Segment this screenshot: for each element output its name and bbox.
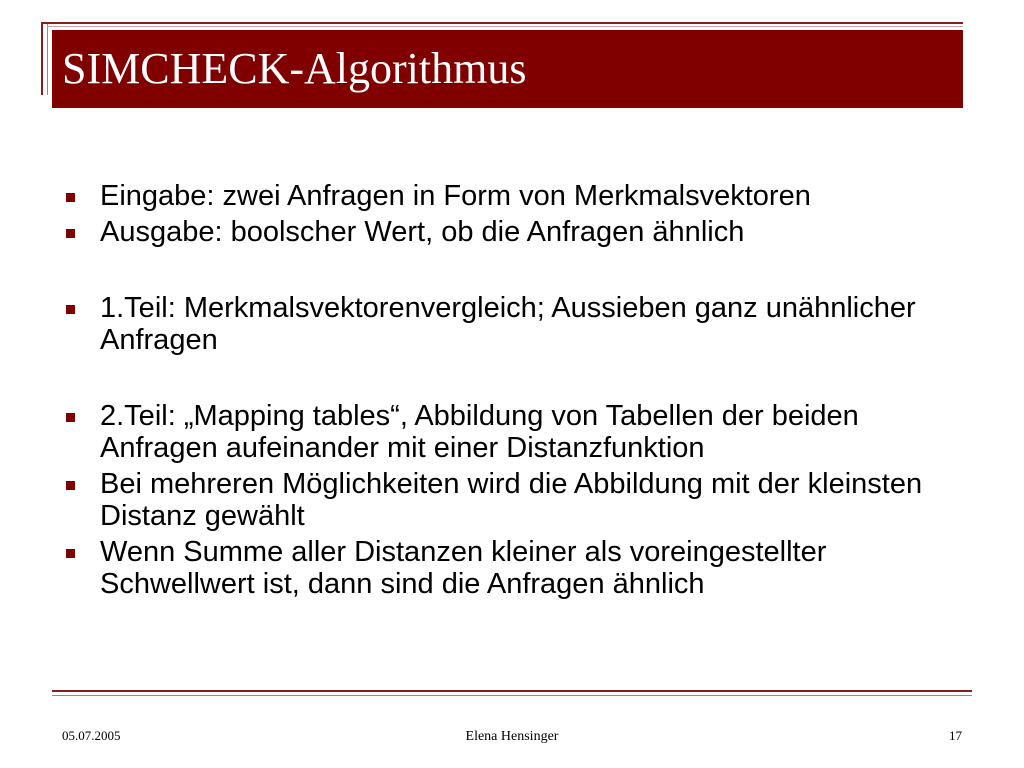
bullet-list bbox=[62, 180, 962, 600]
bullet-square-icon bbox=[66, 305, 75, 314]
footer-date: 05.07.2005 bbox=[62, 728, 121, 743]
footer-page-number: 17 bbox=[949, 728, 962, 743]
frame-line-vertical-inner bbox=[47, 22, 48, 95]
bullet-square-icon bbox=[66, 549, 75, 558]
frame-line-vertical bbox=[41, 22, 43, 95]
bullet-text: Eingabe: zwei Anfragen in Form von Merkmalsvektoren bbox=[100, 180, 811, 212]
bullet-text: 2.Teil: „Mapping tables“, Abbildung von Tabellen der beiden Anfragen aufeinander mit einer Distanzfunktion bbox=[100, 400, 859, 464]
frame-line-horizontal-inner bbox=[47, 26, 963, 27]
bullet-item bbox=[62, 400, 962, 464]
bullet-text: Bei mehreren Möglichkeiten wird die Abbildung mit der kleinsten Distanz gewählt bbox=[100, 468, 923, 532]
bullet-text: 1.Teil: Merkmalsvektorenvergleich; Aussieben ganz unähnlicher Anfragen bbox=[100, 292, 916, 356]
slide-title: SIMCHECK-Algorithmus bbox=[62, 44, 527, 93]
bullet-item bbox=[62, 216, 962, 248]
footer-author: Elena Hensinger bbox=[465, 729, 559, 744]
bullet-square-icon bbox=[66, 413, 75, 422]
bullet-item bbox=[62, 292, 962, 356]
bullet-item bbox=[62, 468, 962, 532]
footer-divider-inner bbox=[52, 695, 972, 696]
bullet-square-icon bbox=[66, 481, 75, 490]
footer-divider bbox=[52, 690, 972, 692]
bullet-item bbox=[62, 180, 962, 212]
bullet-text: Wenn Summe aller Distanzen kleiner als voreingestellter Schwellwert ist, dann sind die Anfragen ähnlich bbox=[100, 536, 827, 600]
frame-line-horizontal bbox=[41, 22, 963, 24]
bullet-square-icon bbox=[66, 193, 75, 202]
bullet-square-icon bbox=[66, 229, 75, 238]
bullet-item bbox=[62, 536, 962, 600]
bullet-text: Ausgabe: boolscher Wert, ob die Anfragen ähnlich bbox=[100, 216, 745, 248]
